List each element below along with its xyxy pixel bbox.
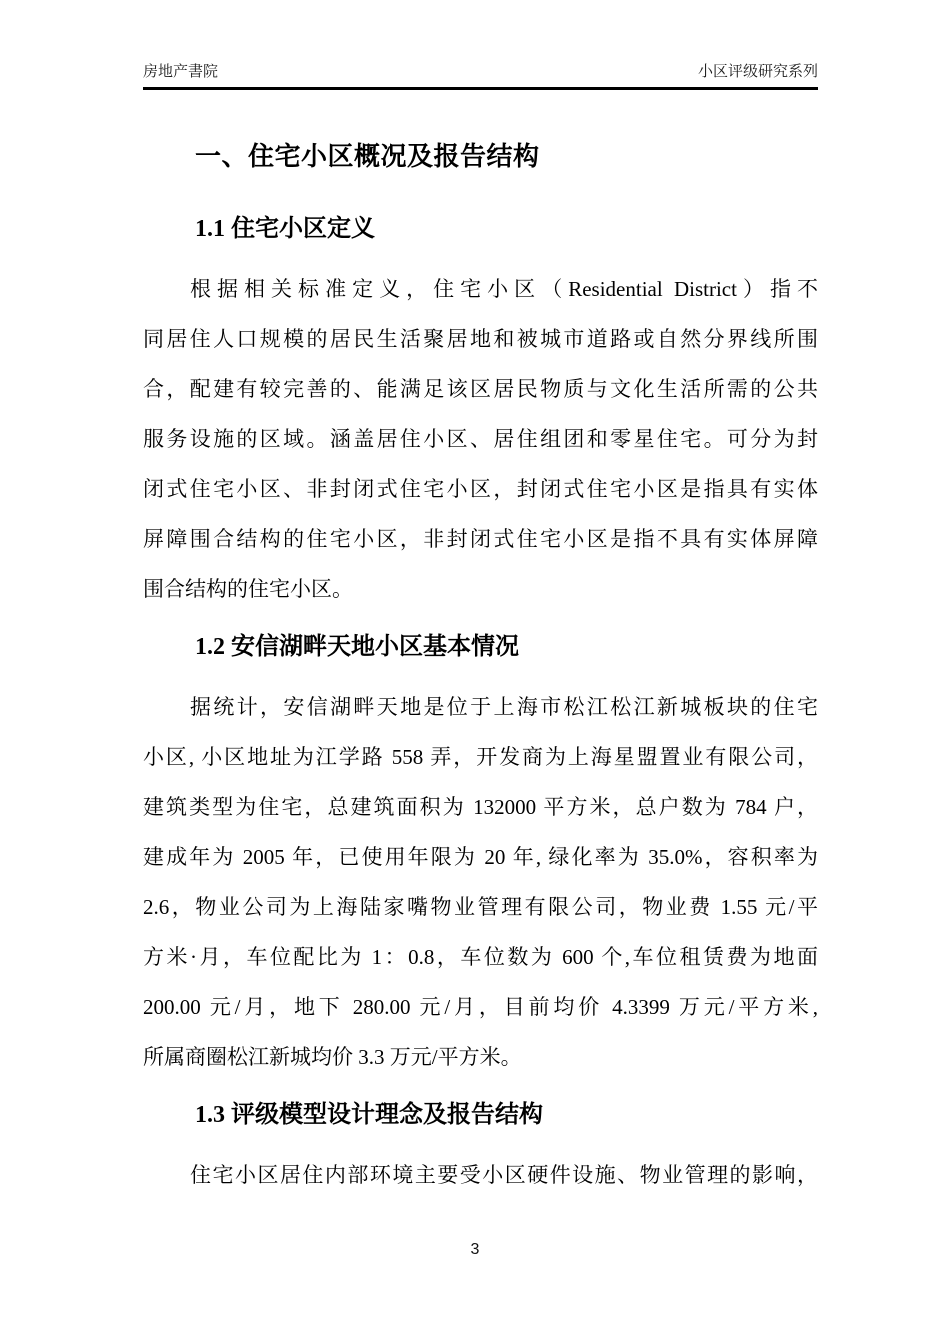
paragraph-line: 同居住人口规模的居民生活聚居地和被城市道路或自然分界线所围 — [143, 327, 818, 351]
section-heading-1-2: 1.2 安信湖畔天地小区基本情况 — [195, 634, 519, 660]
paragraph-line: 合，配建有较完善的、能满足该区居民物质与文化生活所需的公共 — [143, 377, 818, 401]
paragraph-line: 2.6，物业公司为上海陆家嘴物业管理有限公司，物业费 1.55 元/平 — [143, 895, 818, 919]
paragraph-line: 200.00 元/月，地下 280.00 元/月，目前均价 4.3399 万元/平方米, — [143, 995, 818, 1019]
page-header — [143, 62, 818, 90]
header-left-text: 房地产書院 — [143, 63, 219, 80]
header-right-text: 小区评级研究系列 — [697, 63, 818, 80]
paragraph-line: 屏障围合结构的住宅小区，非封闭式住宅小区是指不具有实体屏障 — [143, 527, 818, 551]
paragraph-line: 根据相关标准定义，住宅小区（Residential District）指不 — [190, 277, 818, 301]
paragraph-line: 方米·月，车位配比为 1：0.8，车位数为 600 个,车位租赁费为地面 — [143, 945, 818, 969]
page-number: 3 — [470, 1241, 480, 1258]
paragraph-line: 据统计，安信湖畔天地是位于上海市松江松江新城板块的住宅 — [190, 695, 818, 719]
paragraph-line: 所属商圈松江新城均价 3.3 万元/平方米。 — [143, 1045, 522, 1069]
section-1-3 — [143, 1100, 818, 1200]
page-footer — [0, 1240, 950, 1260]
paragraph-line: 住宅小区居住内部环境主要受小区硬件设施、物业管理的影响， — [190, 1163, 818, 1187]
chapter-title: 一、住宅小区概况及报告结构 — [195, 142, 540, 171]
section-1-1 — [143, 214, 818, 614]
section-1-2 — [143, 632, 818, 1082]
paragraph-line: 围合结构的住宅小区。 — [143, 577, 353, 601]
section-heading-1-3: 1.3 评级模型设计理念及报告结构 — [195, 1102, 543, 1128]
paragraph-line: 建成年为 2005 年，已使用年限为 20 年, 绿化率为 35.0%，容积率为 — [143, 845, 818, 869]
paragraph-line: 建筑类型为住宅，总建筑面积为 132000 平方米，总户数为 784 户， — [143, 795, 818, 819]
paragraph-line: 闭式住宅小区、非封闭式住宅小区，封闭式住宅小区是指具有实体 — [143, 477, 818, 501]
paragraph-line: 服务设施的区域。涵盖居住小区、居住组团和零星住宅。可分为封 — [143, 427, 818, 451]
paragraph-1-2 — [143, 682, 818, 1082]
paragraph-1-3 — [143, 1150, 818, 1200]
paragraph-1-1 — [143, 264, 818, 614]
paragraph-line: 小区, 小区地址为江学路 558 弄，开发商为上海星盟置业有限公司， — [143, 745, 818, 769]
section-heading-1-1: 1.1 住宅小区定义 — [195, 216, 375, 242]
